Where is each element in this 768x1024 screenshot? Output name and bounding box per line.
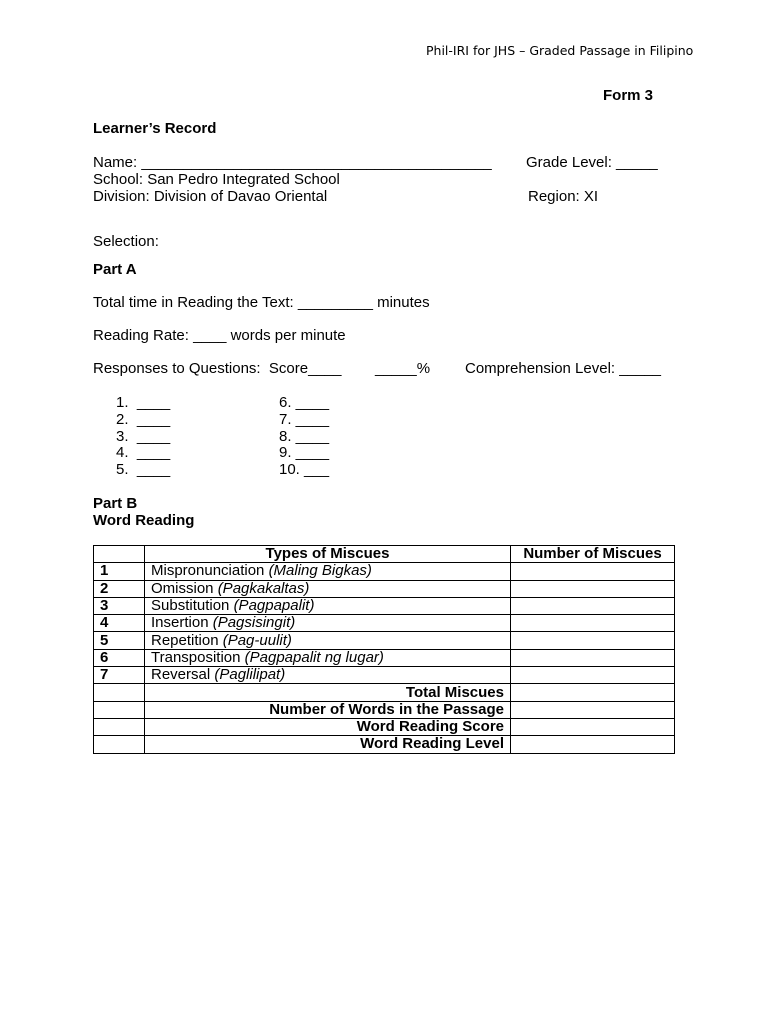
summary-value-cell[interactable] (511, 736, 675, 753)
miscue-type: Mispronunciation (Maling Bigkas) (145, 563, 511, 580)
summary-value-cell[interactable] (511, 718, 675, 735)
header-types: Types of Miscues (145, 546, 511, 563)
header-num-cell (94, 546, 145, 563)
name-field: Name: __________________________________________ (93, 154, 492, 171)
miscue-count-cell[interactable] (511, 597, 675, 614)
row-number: 5 (94, 632, 145, 649)
summary-value-cell[interactable] (511, 701, 675, 718)
form-number: Form 3 (603, 87, 654, 104)
answer-item: 6. ____ (279, 394, 330, 411)
miscues-table (93, 545, 675, 754)
reading-rate-field: Reading Rate: ____ words per minute (93, 327, 346, 344)
part-a-title: Part A (93, 261, 137, 278)
grade-level-field: Grade Level: _____ (526, 154, 658, 171)
answer-item: 4. ____ (116, 444, 171, 461)
summary-label: Number of Words in the Passage (145, 701, 511, 718)
miscue-count-cell[interactable] (511, 667, 675, 684)
table-row (94, 632, 675, 649)
table-row (94, 615, 675, 632)
miscue-type: Transposition (Pagpapalit ng lugar) (145, 649, 511, 666)
record-title: Learner’s Record (93, 120, 217, 137)
table-row (94, 667, 675, 684)
miscue-count-cell[interactable] (511, 615, 675, 632)
miscue-count-cell[interactable] (511, 580, 675, 597)
summary-blank-cell (94, 701, 145, 718)
summary-blank-cell (94, 718, 145, 735)
table-row (94, 649, 675, 666)
miscue-type: Omission (Pagkakaltas) (145, 580, 511, 597)
answer-item: 7. ____ (279, 411, 330, 428)
miscue-count-cell[interactable] (511, 632, 675, 649)
miscue-type: Repetition (Pag-uulit) (145, 632, 511, 649)
table-header-row (94, 546, 675, 563)
table-row (94, 580, 675, 597)
selection-field: Selection: (93, 233, 159, 250)
row-number: 7 (94, 667, 145, 684)
miscue-type: Substitution (Pagpapalit) (145, 597, 511, 614)
total-time-field: Total time in Reading the Text: _________ minutes (93, 294, 430, 311)
part-b-subtitle: Word Reading (93, 512, 195, 529)
answer-item: 1. ____ (116, 394, 171, 411)
summary-blank-cell (94, 736, 145, 753)
miscue-count-cell[interactable] (511, 563, 675, 580)
percent-field: _____% (375, 360, 431, 377)
responses-score-field: Responses to Questions: Score____ (93, 360, 342, 377)
summary-row (94, 684, 675, 701)
summary-label: Word Reading Level (145, 736, 511, 753)
summary-row (94, 718, 675, 735)
summary-label: Total Miscues (145, 684, 511, 701)
row-number: 1 (94, 563, 145, 580)
part-b-title: Part B (93, 495, 138, 512)
division-field: Division: Division of Davao Oriental (93, 188, 328, 205)
row-number: 4 (94, 615, 145, 632)
row-number: 6 (94, 649, 145, 666)
row-number: 2 (94, 580, 145, 597)
school-field: School: San Pedro Integrated School (93, 171, 340, 188)
miscue-type: Insertion (Pagsisingit) (145, 615, 511, 632)
answer-item: 8. ____ (279, 428, 330, 445)
answer-item: 3. ____ (116, 428, 171, 445)
miscue-count-cell[interactable] (511, 649, 675, 666)
table-row (94, 563, 675, 580)
region-field: Region: XI (528, 188, 599, 205)
running-header: Phil-IRI for JHS – Graded Passage in Filipino (426, 43, 694, 58)
miscue-type: Reversal (Paglilipat) (145, 667, 511, 684)
answer-item: 9. ____ (279, 444, 330, 461)
answer-item: 2. ____ (116, 411, 171, 428)
table-row (94, 597, 675, 614)
header-number: Number of Miscues (511, 546, 675, 563)
comprehension-level-field: Comprehension Level: _____ (465, 360, 661, 377)
summary-label: Word Reading Score (145, 718, 511, 735)
answer-item: 5. ____ (116, 461, 171, 478)
summary-value-cell[interactable] (511, 684, 675, 701)
row-number: 3 (94, 597, 145, 614)
summary-row (94, 736, 675, 753)
summary-blank-cell (94, 684, 145, 701)
summary-row (94, 701, 675, 718)
answer-item: 10. ___ (279, 461, 330, 478)
